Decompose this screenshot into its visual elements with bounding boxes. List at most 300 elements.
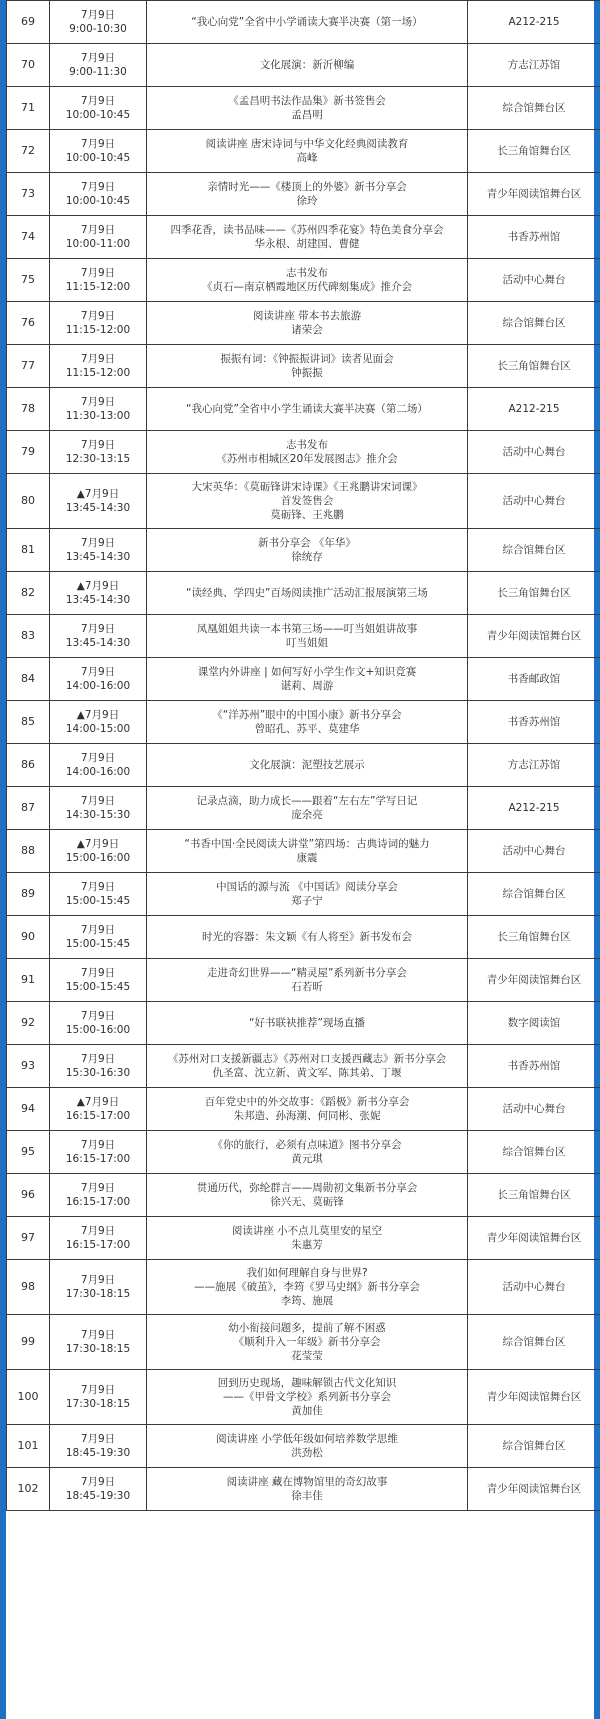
- event-line: 叮当姐姐: [286, 637, 328, 649]
- row-number-cell: [7, 130, 50, 173]
- venue-name: 活动中心舞台: [502, 446, 566, 458]
- table-row: [7, 388, 600, 431]
- event-line: 大宋英华：《莫砺锋讲宋诗课》《王兆鹏讲宋词课》: [191, 481, 423, 493]
- venue-cell: [468, 1131, 600, 1174]
- time-cell: [50, 916, 147, 959]
- event-line: 谌莉、周游: [280, 680, 334, 692]
- table-row: [7, 1217, 600, 1260]
- event-time-range: 17:30-18:15: [65, 1398, 131, 1410]
- venue-name: A212-215: [508, 802, 560, 814]
- row-number-cell: [7, 259, 50, 302]
- venue-name: 活动中心舞台: [502, 274, 566, 286]
- event-line: “书香中国·全民阅读大讲堂”第四场：古典诗词的魅力: [184, 838, 430, 850]
- venue-name: 书香邮政馆: [507, 673, 561, 685]
- venue-cell: [468, 787, 600, 830]
- event-time-range: 14:00-15:00: [65, 723, 131, 735]
- table-row: [7, 173, 600, 216]
- event-line: 《孟昌明书法作品集》新书签售会: [228, 95, 386, 107]
- venue-cell: [468, 873, 600, 916]
- row-number: 101: [17, 1439, 39, 1452]
- venue-cell: [468, 701, 600, 744]
- event-cell: [147, 1260, 468, 1315]
- event-date: 7月9日: [80, 1433, 116, 1445]
- row-number: 96: [21, 1188, 35, 1201]
- row-number-cell: [7, 787, 50, 830]
- event-cell: [147, 44, 468, 87]
- venue-cell: [468, 830, 600, 873]
- row-number-cell: [7, 830, 50, 873]
- venue-cell: [468, 44, 600, 87]
- time-cell: [50, 302, 147, 345]
- event-cell: [147, 130, 468, 173]
- event-line: 徐丰佳: [291, 1490, 323, 1502]
- time-cell: [50, 1174, 147, 1217]
- row-number: 102: [17, 1482, 39, 1495]
- event-cell: [147, 658, 468, 701]
- row-number-cell: [7, 959, 50, 1002]
- table-row: [7, 744, 600, 787]
- venue-cell: [468, 216, 600, 259]
- row-number-cell: [7, 744, 50, 787]
- event-date: ▲7月9日: [76, 580, 120, 592]
- table-row: [7, 701, 600, 744]
- row-number: 78: [21, 402, 35, 415]
- table-row: [7, 1260, 600, 1315]
- event-line: 莫砺锋、王兆鹏: [270, 509, 344, 521]
- row-number-cell: [7, 873, 50, 916]
- event-time-range: 18:45-19:30: [65, 1447, 131, 1459]
- row-number-cell: [7, 916, 50, 959]
- venue-cell: [468, 302, 600, 345]
- event-cell: [147, 216, 468, 259]
- event-date: 7月9日: [80, 967, 116, 979]
- row-number: 71: [21, 101, 35, 114]
- row-number-cell: [7, 1045, 50, 1088]
- venue-name: 长三角馆舞台区: [497, 587, 571, 599]
- event-cell: [147, 1425, 468, 1468]
- table-row: [7, 1174, 600, 1217]
- event-cell: [147, 1088, 468, 1131]
- event-line: 诸荣会: [291, 324, 323, 336]
- event-date: 7月9日: [80, 666, 116, 678]
- event-line: 志书发布: [286, 267, 328, 279]
- row-number: 100: [17, 1390, 39, 1403]
- event-date: 7月9日: [80, 537, 116, 549]
- row-number: 94: [21, 1102, 35, 1115]
- row-number-cell: [7, 1468, 50, 1511]
- row-number: 74: [21, 230, 35, 243]
- event-line: 黄元琪: [291, 1153, 323, 1165]
- time-cell: [50, 130, 147, 173]
- venue-name: 活动中心舞台: [502, 1103, 566, 1115]
- table-row: [7, 216, 600, 259]
- row-number: 73: [21, 187, 35, 200]
- time-cell: [50, 1045, 147, 1088]
- venue-cell: [468, 529, 600, 572]
- row-number-cell: [7, 658, 50, 701]
- venue-cell: [468, 1045, 600, 1088]
- venue-name: 方志江苏馆: [507, 59, 561, 71]
- event-line: 首发签售会: [280, 495, 334, 507]
- time-cell: [50, 658, 147, 701]
- event-line: “好书联袂推荐”现场直播: [249, 1017, 365, 1029]
- venue-name: 青少年阅读馆舞台区: [486, 630, 582, 642]
- event-line: ——施展《破茧》，李筠《罗马史纲》新书分享会: [194, 1281, 420, 1293]
- event-time-range: 9:00-11:30: [69, 66, 127, 78]
- event-cell: [147, 1217, 468, 1260]
- venue-name: 方志江苏馆: [507, 759, 561, 771]
- table-row: [7, 529, 600, 572]
- row-number-cell: [7, 87, 50, 130]
- event-line: 阅读讲座 带本书去旅游: [252, 310, 362, 322]
- table-row: [7, 1315, 600, 1370]
- event-date: 7月9日: [80, 881, 116, 893]
- venue-name: 活动中心舞台: [502, 845, 566, 857]
- row-number: 89: [21, 887, 35, 900]
- event-cell: [147, 87, 468, 130]
- table-row: [7, 1045, 600, 1088]
- venue-cell: [468, 431, 600, 474]
- time-cell: [50, 345, 147, 388]
- time-cell: [50, 44, 147, 87]
- venue-name: 青少年阅读馆舞台区: [486, 1391, 582, 1403]
- row-number: 76: [21, 316, 35, 329]
- row-number-cell: [7, 529, 50, 572]
- schedule-body: [7, 1, 600, 1511]
- venue-name: 长三角馆舞台区: [497, 145, 571, 157]
- row-number-cell: [7, 216, 50, 259]
- row-number-cell: [7, 1260, 50, 1315]
- event-date: 7月9日: [80, 1384, 116, 1396]
- event-date: 7月9日: [80, 1329, 116, 1341]
- event-line: 贯通历代，弥纶群言——周勋初文集新书分享会: [196, 1182, 418, 1194]
- table-row: [7, 87, 600, 130]
- time-cell: [50, 529, 147, 572]
- venue-cell: [468, 1, 600, 44]
- table-row: [7, 474, 600, 529]
- event-line: 曾昭孔、苏平、莫建华: [254, 723, 360, 735]
- event-cell: [147, 787, 468, 830]
- event-time-range: 11:30-13:00: [65, 410, 131, 422]
- event-cell: [147, 431, 468, 474]
- event-line: 徐兴无、莫砺锋: [270, 1196, 344, 1208]
- row-number: 82: [21, 586, 35, 599]
- venue-cell: [468, 1370, 600, 1425]
- row-number: 87: [21, 801, 35, 814]
- event-cell: [147, 173, 468, 216]
- row-number: 79: [21, 445, 35, 458]
- event-cell: [147, 1315, 468, 1370]
- event-line: 走进奇幻世界——“精灵屋”系列新书分享会: [207, 967, 407, 979]
- row-number: 93: [21, 1059, 35, 1072]
- table-row: [7, 787, 600, 830]
- event-cell: [147, 259, 468, 302]
- event-line: 时光的容器：朱文颖《有人将至》新书发布会: [202, 931, 412, 943]
- event-date: 7月9日: [80, 795, 116, 807]
- time-cell: [50, 787, 147, 830]
- event-line: 志书发布: [286, 439, 328, 451]
- event-line: 黄加佳: [291, 1405, 323, 1417]
- row-number-cell: [7, 44, 50, 87]
- row-number: 70: [21, 58, 35, 71]
- event-line: 幼小衔接问题多，提前了解不困惑: [228, 1322, 386, 1334]
- event-time-range: 15:00-16:00: [65, 852, 131, 864]
- row-number-cell: [7, 572, 50, 615]
- row-number-cell: [7, 302, 50, 345]
- event-time-range: 17:30-18:15: [65, 1288, 131, 1300]
- event-date: 7月9日: [80, 1182, 116, 1194]
- event-line: 钟振振: [291, 367, 323, 379]
- row-number-cell: [7, 388, 50, 431]
- event-line: 中国话的源与流 《中国话》阅读分享会: [216, 881, 398, 893]
- time-cell: [50, 572, 147, 615]
- time-cell: [50, 431, 147, 474]
- event-cell: [147, 916, 468, 959]
- row-number: 84: [21, 672, 35, 685]
- event-cell: [147, 1174, 468, 1217]
- event-line: 阅读讲座 小不点儿莫里安的星空: [231, 1225, 383, 1237]
- time-cell: [50, 701, 147, 744]
- event-line: 李筠、施展: [280, 1295, 334, 1307]
- venue-cell: [468, 130, 600, 173]
- event-line: 阅读讲座 藏在博物馆里的奇幻故事: [226, 1476, 388, 1488]
- event-time-range: 13:45-14:30: [65, 594, 131, 606]
- event-time-range: 15:00-15:45: [65, 895, 131, 907]
- time-cell: [50, 87, 147, 130]
- table-row: [7, 259, 600, 302]
- event-cell: [147, 744, 468, 787]
- row-number: 85: [21, 715, 35, 728]
- venue-name: 综合馆舞台区: [502, 317, 566, 329]
- event-date: 7月9日: [80, 9, 116, 21]
- event-cell: [147, 873, 468, 916]
- venue-cell: [468, 173, 600, 216]
- event-date: 7月9日: [80, 924, 116, 936]
- venue-cell: [468, 615, 600, 658]
- time-cell: [50, 1468, 147, 1511]
- event-time-range: 16:15-17:00: [65, 1110, 131, 1122]
- event-time-range: 16:15-17:00: [65, 1153, 131, 1165]
- event-time-range: 13:45-14:30: [65, 637, 131, 649]
- venue-name: 青少年阅读馆舞台区: [486, 1483, 582, 1495]
- event-cell: [147, 529, 468, 572]
- event-line: “读经典、学四史”百场阅读推广活动汇报展演第三场: [186, 587, 428, 599]
- event-line: 凤凰姐姐共读一本书第三场——叮当姐姐讲故事: [196, 623, 418, 635]
- event-line: 孟昌明: [291, 109, 323, 121]
- row-number-cell: [7, 1425, 50, 1468]
- venue-cell: [468, 959, 600, 1002]
- table-row: [7, 572, 600, 615]
- table-row: [7, 830, 600, 873]
- event-time-range: 14:00-16:00: [65, 680, 131, 692]
- time-cell: [50, 1315, 147, 1370]
- event-time-range: 15:30-16:30: [65, 1067, 131, 1079]
- event-date: ▲7月9日: [76, 1096, 120, 1108]
- event-line: 记录点滴，助力成长——跟着“左右左”学写日记: [196, 795, 418, 807]
- row-number-cell: [7, 431, 50, 474]
- row-number-cell: [7, 1217, 50, 1260]
- event-time-range: 15:00-15:45: [65, 981, 131, 993]
- table-row: [7, 1131, 600, 1174]
- venue-cell: [468, 1002, 600, 1045]
- venue-name: 综合馆舞台区: [502, 102, 566, 114]
- table-row: [7, 1088, 600, 1131]
- row-number: 92: [21, 1016, 35, 1029]
- event-date: 7月9日: [80, 52, 116, 64]
- venue-name: 综合馆舞台区: [502, 1146, 566, 1158]
- event-date: 7月9日: [80, 1139, 116, 1151]
- table-row: [7, 302, 600, 345]
- time-cell: [50, 1002, 147, 1045]
- venue-name: 长三角馆舞台区: [497, 360, 571, 372]
- venue-cell: [468, 1217, 600, 1260]
- venue-name: 长三角馆舞台区: [497, 931, 571, 943]
- time-cell: [50, 1217, 147, 1260]
- event-date: 7月9日: [80, 138, 116, 150]
- event-line: 徐玲: [296, 195, 318, 207]
- event-line: 仇圣富、沈立新、黄文军、陈其弟、丁堰: [212, 1067, 402, 1079]
- event-time-range: 18:45-19:30: [65, 1490, 131, 1502]
- row-number-cell: [7, 345, 50, 388]
- event-time-range: 11:15-12:00: [65, 367, 131, 379]
- event-date: 7月9日: [80, 224, 116, 236]
- venue-cell: [468, 345, 600, 388]
- row-number-cell: [7, 1370, 50, 1425]
- row-number: 75: [21, 273, 35, 286]
- event-time-range: 14:30-15:30: [65, 809, 131, 821]
- table-row: [7, 658, 600, 701]
- event-date: 7月9日: [80, 752, 116, 764]
- row-number: 97: [21, 1231, 35, 1244]
- venue-cell: [468, 474, 600, 529]
- time-cell: [50, 615, 147, 658]
- event-time-range: 14:00-16:00: [65, 766, 131, 778]
- time-cell: [50, 1425, 147, 1468]
- row-number-cell: [7, 1174, 50, 1217]
- row-number-cell: [7, 1, 50, 44]
- row-number: 91: [21, 973, 35, 986]
- venue-name: 综合馆舞台区: [502, 1440, 566, 1452]
- venue-cell: [468, 572, 600, 615]
- table-row: [7, 916, 600, 959]
- event-cell: [147, 1131, 468, 1174]
- time-cell: [50, 959, 147, 1002]
- event-line: 文化展演：泥塑技艺展示: [249, 759, 365, 771]
- venue-name: 长三角馆舞台区: [497, 1189, 571, 1201]
- venue-name: 书香苏州馆: [507, 716, 561, 728]
- venue-name: 活动中心舞台: [502, 495, 566, 507]
- event-date: 7月9日: [80, 1225, 116, 1237]
- event-line: 朱惠芳: [291, 1239, 323, 1251]
- time-cell: [50, 830, 147, 873]
- venue-name: 书香苏州馆: [507, 1060, 561, 1072]
- venue-name: 综合馆舞台区: [502, 544, 566, 556]
- table-row: [7, 873, 600, 916]
- event-date: 7月9日: [80, 1010, 116, 1022]
- event-line: 花莹莹: [291, 1350, 323, 1362]
- table-row: [7, 615, 600, 658]
- event-line: 朱邦造、孙海潮、何同彬、张妮: [233, 1110, 381, 1122]
- event-time-range: 10:00-10:45: [65, 152, 131, 164]
- event-line: 四季花香，读书品味——《苏州四季花宴》特色美食分享会: [170, 224, 444, 236]
- venue-name: A212-215: [508, 403, 560, 415]
- event-time-range: 13:45-14:30: [65, 551, 131, 563]
- event-time-range: 16:15-17:00: [65, 1196, 131, 1208]
- event-date: 7月9日: [80, 1274, 116, 1286]
- venue-cell: [468, 744, 600, 787]
- venue-cell: [468, 1088, 600, 1131]
- event-line: 石若昕: [291, 981, 323, 993]
- table-row: [7, 44, 600, 87]
- event-cell: [147, 474, 468, 529]
- venue-name: 活动中心舞台: [502, 1281, 566, 1293]
- event-cell: [147, 830, 468, 873]
- venue-cell: [468, 388, 600, 431]
- event-time-range: 10:00-10:45: [65, 195, 131, 207]
- event-cell: [147, 1370, 468, 1425]
- table-row: [7, 1002, 600, 1045]
- event-date: 7月9日: [80, 623, 116, 635]
- row-number: 95: [21, 1145, 35, 1158]
- event-time-range: 10:00-11:00: [65, 238, 131, 250]
- time-cell: [50, 1131, 147, 1174]
- row-number-cell: [7, 1002, 50, 1045]
- event-line: 阅读讲座 唐宋诗词与中华文化经典阅读教育: [205, 138, 409, 150]
- event-cell: [147, 345, 468, 388]
- row-number: 72: [21, 144, 35, 157]
- venue-name: A212-215: [508, 16, 560, 28]
- event-line: 课堂内外讲座 | 如何写好小学生作文+知识竞赛: [197, 666, 417, 678]
- row-number-cell: [7, 615, 50, 658]
- venue-cell: [468, 1468, 600, 1511]
- venue-cell: [468, 1425, 600, 1468]
- time-cell: [50, 216, 147, 259]
- table-row: [7, 959, 600, 1002]
- event-line: 《贞石—南京栖霞地区历代碑刻集成》推介会: [202, 281, 412, 293]
- event-line: 华永根、胡建国、曹健: [254, 238, 360, 250]
- event-cell: [147, 302, 468, 345]
- row-number: 86: [21, 758, 35, 771]
- venue-cell: [468, 658, 600, 701]
- event-time-range: 10:00-10:45: [65, 109, 131, 121]
- row-number-cell: [7, 1315, 50, 1370]
- event-date: 7月9日: [80, 439, 116, 451]
- event-line: 康震: [296, 852, 318, 864]
- event-cell: [147, 1002, 468, 1045]
- event-date: ▲7月9日: [76, 709, 120, 721]
- event-cell: [147, 1, 468, 44]
- row-number-cell: [7, 701, 50, 744]
- row-number-cell: [7, 474, 50, 529]
- event-date: 7月9日: [80, 1476, 116, 1488]
- row-number: 80: [21, 494, 35, 507]
- event-schedule-table: [6, 0, 600, 1511]
- event-date: 7月9日: [80, 95, 116, 107]
- row-number: 90: [21, 930, 35, 943]
- event-line: “我心向党”全省中小学生诵读大赛半决赛（第二场）: [186, 403, 428, 415]
- event-line: 庞余亮: [291, 809, 323, 821]
- event-line: 回到历史现场，趣味解锁古代文化知识: [217, 1377, 397, 1389]
- row-number: 88: [21, 844, 35, 857]
- event-time-range: 17:30-18:15: [65, 1343, 131, 1355]
- time-cell: [50, 1370, 147, 1425]
- venue-name: 书香苏州馆: [507, 231, 561, 243]
- event-line: 文化展演：新沂柳编: [259, 59, 355, 71]
- time-cell: [50, 873, 147, 916]
- venue-name: 综合馆舞台区: [502, 1336, 566, 1348]
- time-cell: [50, 1, 147, 44]
- event-time-range: 11:15-12:00: [65, 324, 131, 336]
